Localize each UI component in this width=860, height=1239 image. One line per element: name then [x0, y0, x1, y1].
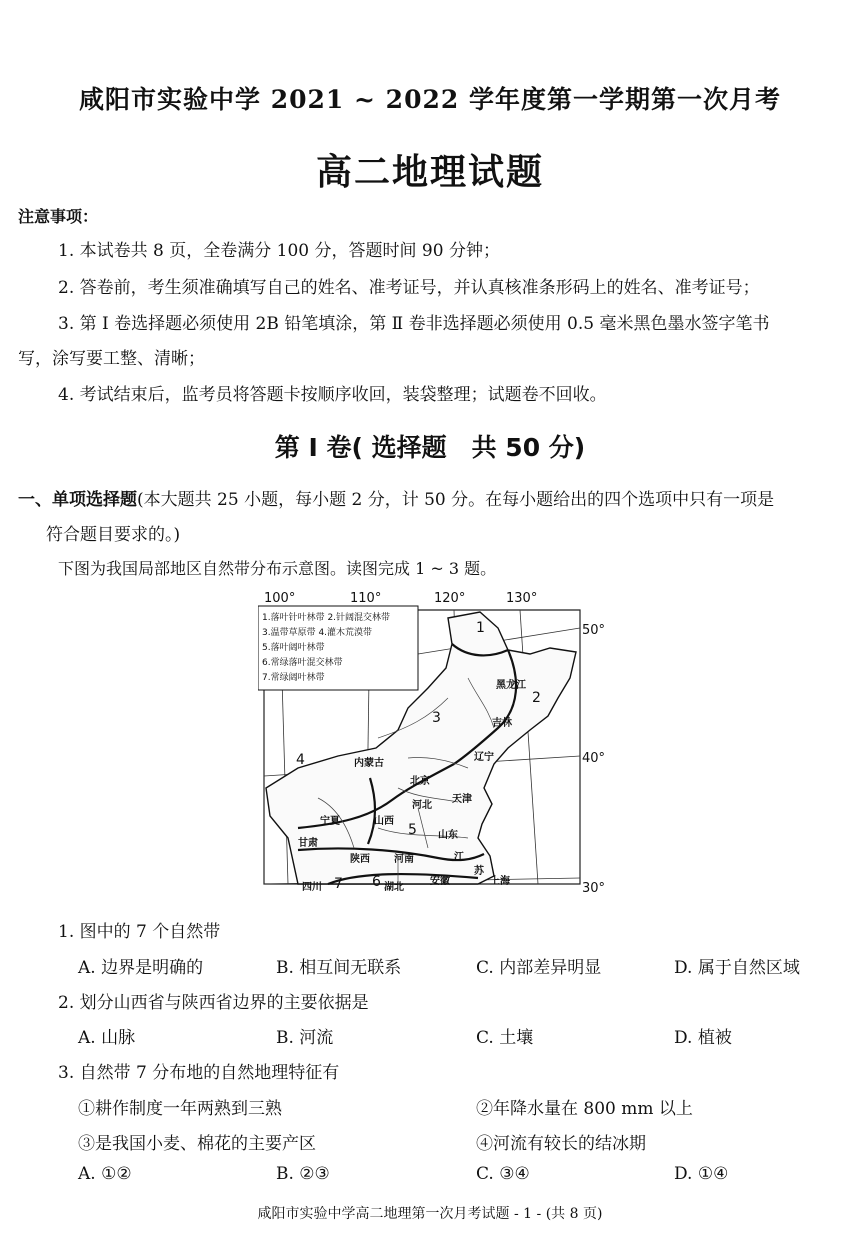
part-one-desc: (本大题共 25 小题，每小题 2 分，计 50 分。在每小题给出的四个选项中只有一项是: [137, 490, 775, 510]
option: B. 河流: [276, 1028, 334, 1048]
question-stem: 3. 自然带 7 分布地的自然地理特征有: [58, 1063, 340, 1083]
section-title: 第 Ⅰ 卷( 选择题 共 50 分): [274, 433, 586, 462]
province-label: 陕西: [350, 854, 370, 865]
province-label: 山西: [374, 816, 394, 827]
page-title: 高二地理试题: [315, 152, 544, 193]
statement: ①耕作制度一年两熟到三熟: [78, 1099, 282, 1119]
option: C. 内部差异明显: [476, 958, 602, 978]
province-label: 苏: [474, 866, 484, 877]
zone-number: 7: [334, 876, 343, 892]
notice-item: 3. 第 Ⅰ 卷选择题必须使用 2B 铅笔填涂，第 Ⅱ 卷非选择题必须使用 0.5 毫米黑色墨水签字笔书: [58, 314, 770, 334]
province-label: 四川: [302, 882, 322, 893]
option: A. 边界是明确的: [78, 958, 204, 978]
province-label: 上海: [490, 876, 510, 887]
option: D. ①④: [674, 1164, 729, 1184]
legend-line: 5.落叶阔叶林带: [262, 643, 325, 653]
option: C. 土壤: [476, 1028, 534, 1048]
latitude-label: 40°: [582, 751, 606, 766]
province-label: 辽宁: [474, 752, 494, 763]
longitude-label: 110°: [350, 591, 382, 606]
province-label: 宁夏: [320, 816, 340, 827]
statement: ②年降水量在 800 mm 以上: [476, 1099, 693, 1119]
part-one-desc-cont: 符合题目要求的。): [46, 525, 181, 545]
province-label: 山东: [438, 830, 458, 841]
province-label: 吉林: [492, 718, 512, 729]
option: D. 属于自然区域: [674, 958, 800, 978]
page-footer: 咸阳市实验中学高二地理第一次月考试题 - 1 - (共 8 页): [257, 1206, 603, 1222]
province-label: 湖北: [384, 882, 404, 893]
latitude-label: 50°: [582, 623, 606, 638]
legend-line: 6.常绿落叶混交林带: [262, 658, 343, 668]
zone-number: 6: [372, 874, 381, 890]
legend-line: 3.温带草原带 4.灌木荒漠带: [262, 628, 373, 638]
longitude-label: 100°: [264, 591, 296, 606]
province-label: 安徽: [430, 876, 450, 887]
part-one-label: 一、单项选择题: [18, 490, 137, 510]
statement: ③是我国小麦、棉花的主要产区: [78, 1134, 316, 1154]
option: A. 山脉: [78, 1028, 136, 1048]
option: D. 植被: [674, 1028, 732, 1048]
province-label: 甘肃: [298, 838, 318, 849]
province-label: 江: [454, 852, 464, 863]
question-intro: 下图为我国局部地区自然带分布示意图。读图完成 1 ~ 3 题。: [58, 559, 497, 578]
notice-item: 4. 考试结束后，监考员将答题卡按顺序收回，装袋整理；试题卷不回收。: [58, 385, 607, 405]
notice-heading: 注意事项：: [18, 207, 99, 226]
option: B. ②③: [276, 1164, 330, 1184]
zone-number: 1: [476, 620, 485, 636]
exam-header: 咸阳市实验中学 2021 ~ 2022 学年度第一学期第一次月考: [79, 85, 781, 114]
zone-number: 2: [532, 690, 541, 706]
part-one-header: [18, 485, 774, 510]
option: C. ③④: [476, 1164, 530, 1184]
zone-number: 4: [296, 752, 305, 768]
zone-number: 5: [408, 822, 417, 838]
statement: ④河流有较长的结冰期: [476, 1134, 646, 1154]
question-stem: 1. 图中的 7 个自然带: [58, 922, 221, 942]
notice-item: 1. 本试卷共 8 页，全卷满分 100 分，答题时间 90 分钟；: [58, 241, 500, 261]
province-label: 北京: [410, 776, 430, 787]
question-stem: 2. 划分山西省与陕西省边界的主要依据是: [58, 993, 369, 1013]
legend-line: 1.落叶针叶林带 2.针阔混交林带: [262, 613, 391, 623]
longitude-label: 120°: [434, 591, 466, 606]
province-label: 河南: [394, 854, 414, 865]
province-label: 天津: [452, 794, 472, 805]
longitude-label: 130°: [506, 591, 538, 606]
province-label: 内蒙古: [354, 758, 384, 769]
latitude-label: 30°: [582, 881, 606, 896]
province-label: 黑龙江: [496, 680, 526, 691]
notice-item: 2. 答卷前，考生须准确填写自己的姓名、准考证号，并认真核准条形码上的姓名、准考证号；: [58, 278, 760, 298]
notice-item: 写，涂写要工整、清晰；: [18, 349, 205, 369]
zone-number: 3: [432, 710, 441, 726]
natural-zone-map: [258, 588, 606, 900]
option: A. ①②: [78, 1164, 132, 1184]
legend-line: 7.常绿阔叶林带: [262, 673, 325, 683]
option: B. 相互间无联系: [276, 958, 402, 978]
province-label: 河北: [412, 800, 432, 811]
